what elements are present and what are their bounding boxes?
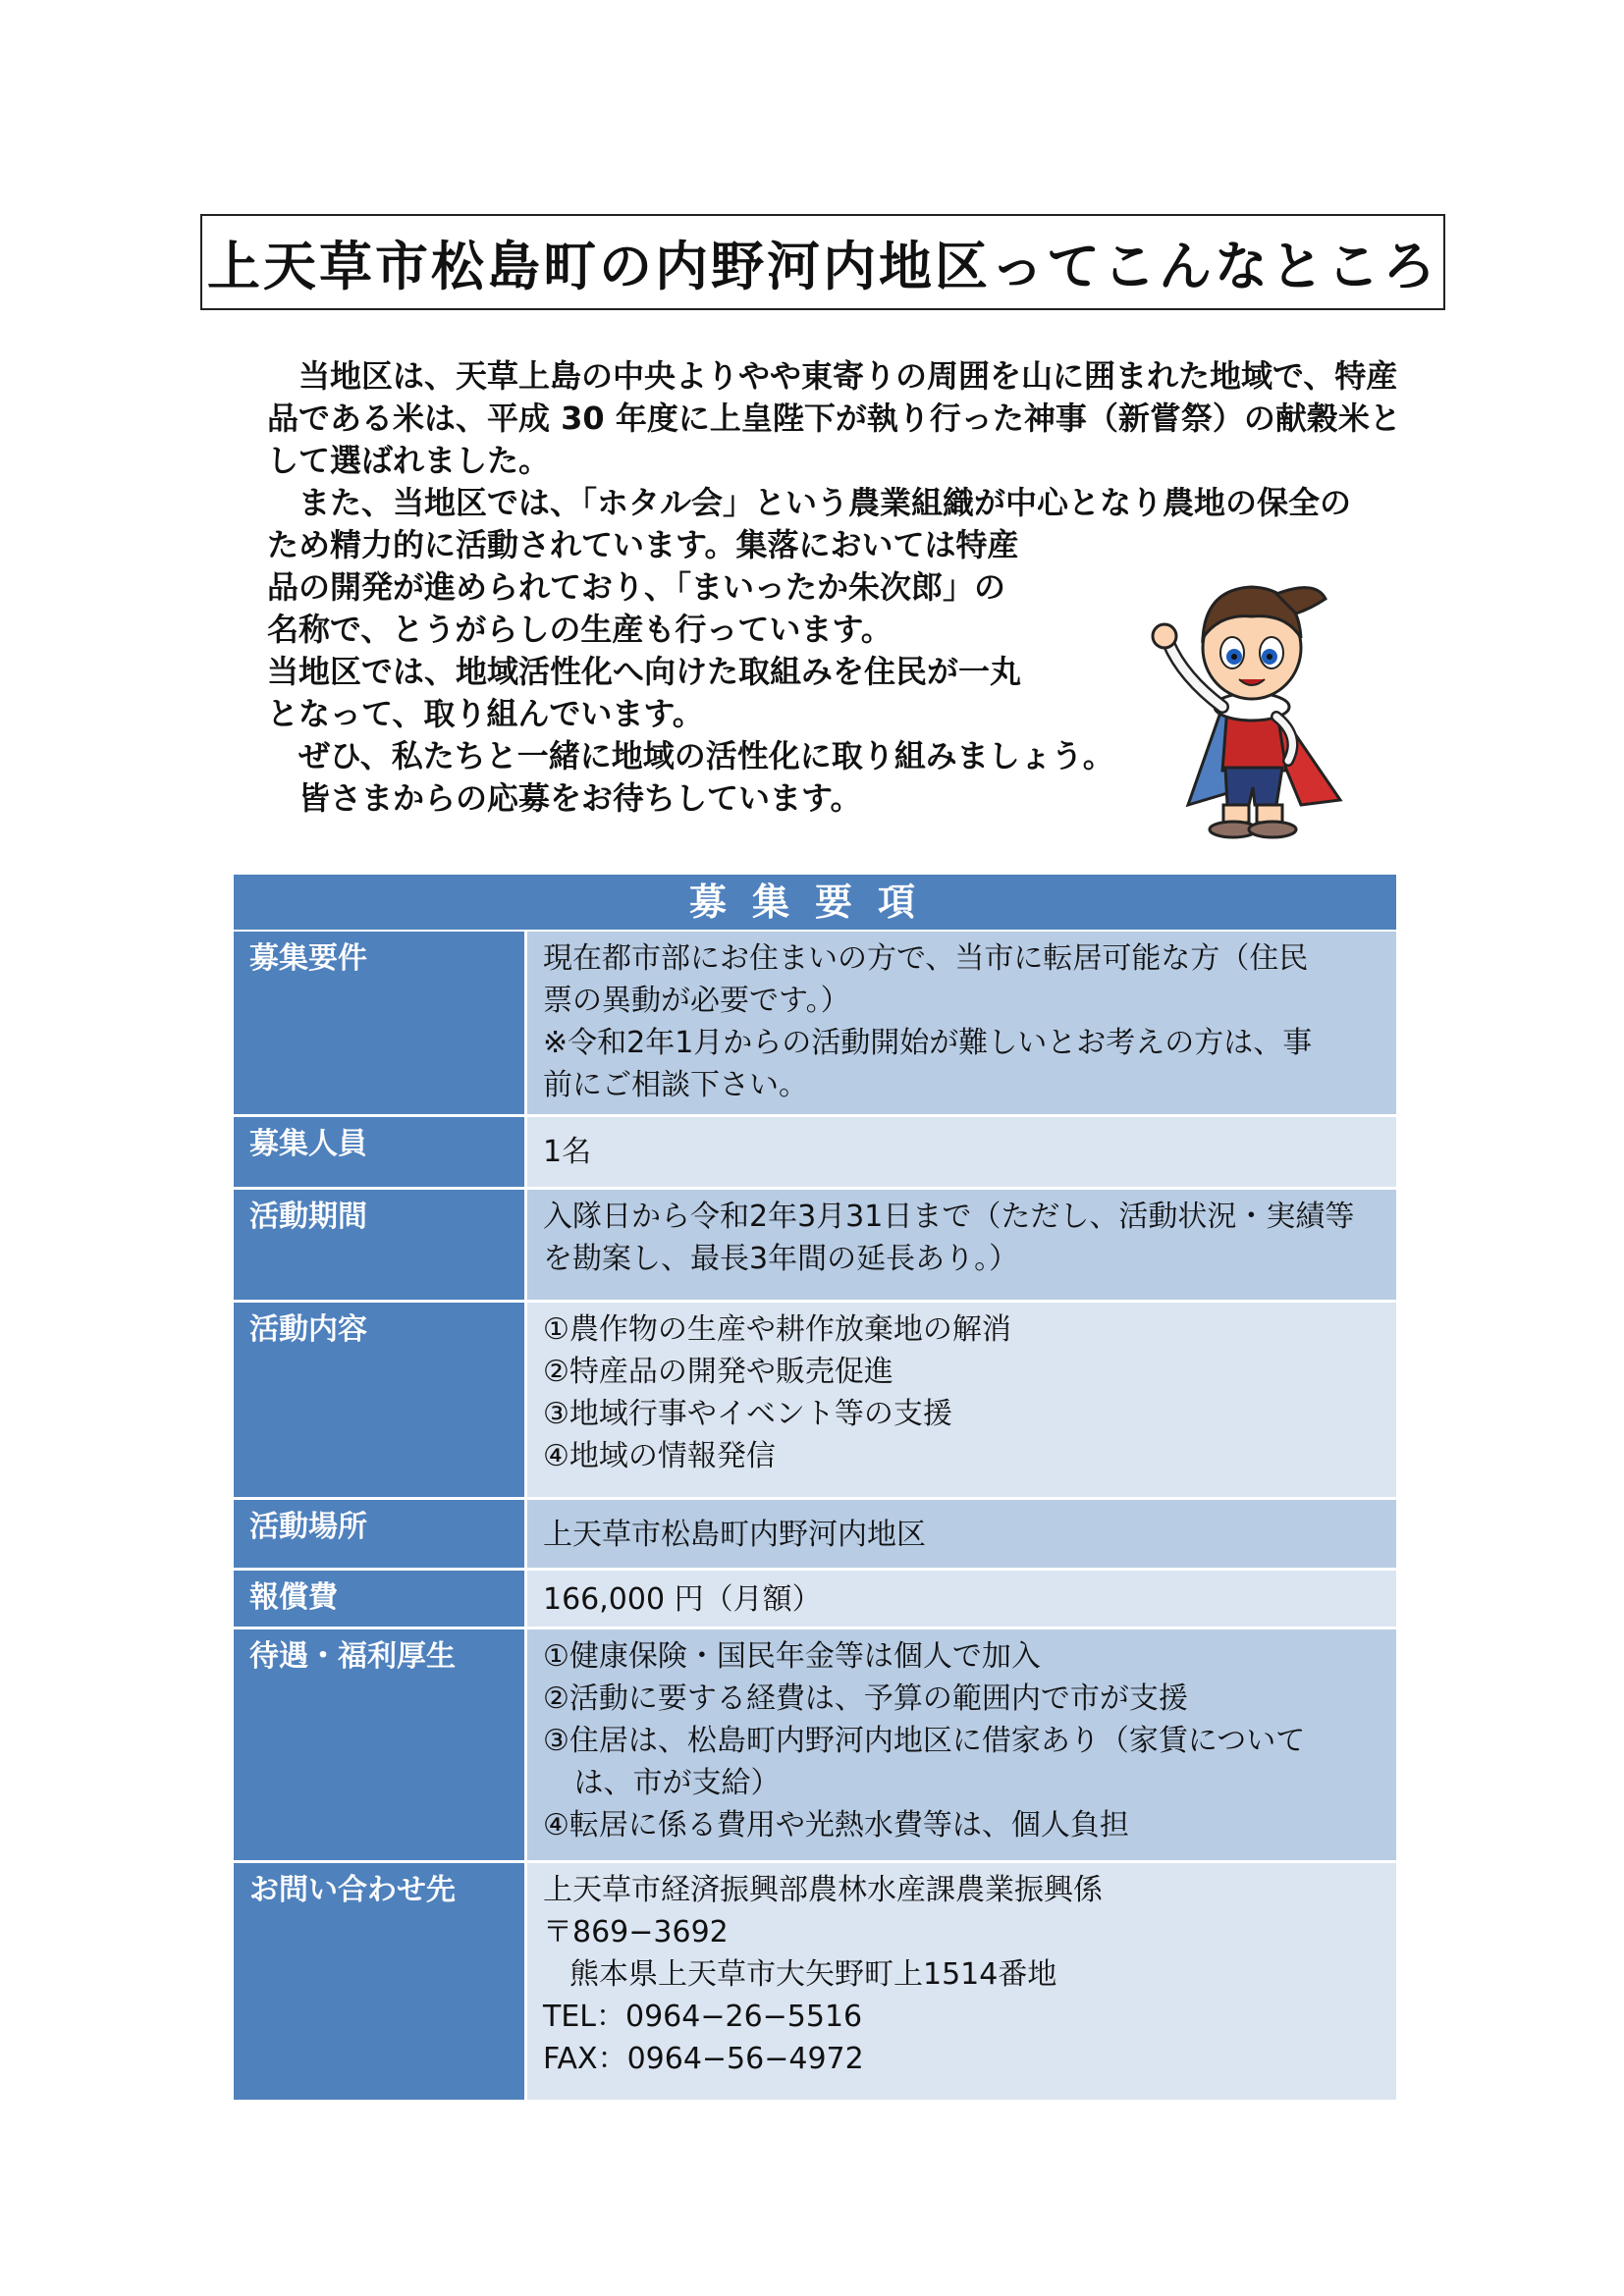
intro-paragraph-3-line-1: 当地区では、地域活性化へ向けた取組みを住民が一丸 <box>267 653 1022 690</box>
table-row-contact <box>234 1863 1396 2103</box>
mascot-character-illustration <box>1129 560 1375 844</box>
intro-paragraph-2-line-2: ため精力的に活動されています。集落においては特産 <box>267 526 1019 563</box>
row-label: 報償費 <box>234 1571 524 1627</box>
table-row-activities <box>234 1303 1396 1500</box>
value-line: ②特産品の開発や販売促進 <box>543 1355 893 1389</box>
table-row-compensation <box>234 1571 1396 1629</box>
table-row-location <box>234 1500 1396 1571</box>
value-line: ②活動に要する経費は、予算の範囲内で市が支援 <box>543 1682 1188 1716</box>
value-line: 入隊日から令和2年3月31日まで（ただし、活動状況・実績等 <box>543 1200 1355 1234</box>
value-line: ①農作物の生産や耕作放棄地の解消 <box>543 1312 1011 1347</box>
table-row-period <box>234 1190 1396 1303</box>
value-line: 現在都市部にお住まいの方で、当市に転居可能な方（住民 <box>543 941 1309 976</box>
intro-paragraph-5: 皆さまからの応募をお待ちしています。 <box>298 779 862 817</box>
recruitment-table <box>234 875 1396 2103</box>
intro-paragraph-4: ぜひ、私たちと一緒に地域の活性化に取り組みましょう。 <box>298 737 1114 774</box>
value-line: 〒869−3692 <box>543 1915 729 1949</box>
row-value <box>524 1117 1396 1187</box>
intro-paragraph-3-line-2: となって、取り組んでいます。 <box>267 695 704 732</box>
value-line: TEL：0964−26−5516 <box>543 2000 863 2034</box>
table-header: 募集要項 <box>234 875 1396 932</box>
row-label: 待遇・福利厚生 <box>234 1629 524 1860</box>
row-value <box>524 1629 1396 1860</box>
row-label: 募集人員 <box>234 1117 524 1187</box>
value-line: 1名 <box>543 1135 592 1169</box>
value-line: 上天草市経済振興部農林水産課農業振興係 <box>543 1873 1103 1907</box>
row-value <box>524 1571 1396 1627</box>
value-line: ③住居は、松島町内野河内地区に借家あり（家賃について <box>543 1724 1306 1758</box>
value-line: 熊本県上天草市大矢野町上1514番地 <box>569 1957 1057 1992</box>
row-value <box>524 1190 1396 1300</box>
row-label: お問い合わせ先 <box>234 1863 524 2100</box>
row-value <box>524 1863 1396 2100</box>
row-value <box>524 1500 1396 1568</box>
intro-paragraph-2-line-1: また、当地区では、「ホタル会」という農業組織が中心となり農地の保全の <box>298 484 1352 521</box>
table-row-headcount <box>234 1117 1396 1190</box>
intro-paragraph-1: 当地区は、天草上島の中央よりやや東寄りの周囲を山に囲まれた地域で、特産品である米は、平成 30 年度に上皇陛下が執り行った神事（新嘗祭）の献穀米として選ばれました。 <box>267 357 1401 479</box>
page-title: 上天草市松島町の内野河内地区ってこんなところ <box>207 235 1438 297</box>
value-line: ①健康保険・国民年金等は個人で加入 <box>543 1639 1041 1674</box>
value-line: 前にご相談下さい。 <box>543 1068 808 1102</box>
value-line: 上天草市松島町内野河内地区 <box>543 1518 926 1552</box>
table-row-benefits <box>234 1629 1396 1863</box>
title-box <box>200 214 1445 310</box>
row-label: 活動場所 <box>234 1500 524 1568</box>
value-line: 166,000 円（月額） <box>543 1582 822 1617</box>
value-line: 票の異動が必要です。） <box>543 984 850 1018</box>
row-value <box>524 1303 1396 1497</box>
intro-paragraph-2-line-4: 名称で、とうがらしの生産も行っています。 <box>267 611 893 648</box>
value-line: は、市が支給） <box>573 1766 781 1800</box>
value-line: を勘案し、最長3年間の延長あり。） <box>543 1242 1019 1276</box>
row-label: 募集要件 <box>234 932 524 1114</box>
row-label: 活動内容 <box>234 1303 524 1497</box>
value-line: ③地域行事やイベント等の支援 <box>543 1397 952 1431</box>
value-line: ※令和2年1月からの活動開始が難しいとお考えの方は、事 <box>543 1026 1313 1060</box>
table-row-requirements <box>234 932 1396 1117</box>
value-line: ④地域の情報発信 <box>543 1439 776 1473</box>
value-line: ④転居に係る費用や光熱水費等は、個人負担 <box>543 1808 1129 1842</box>
value-line: FAX：0964−56−4972 <box>543 2042 864 2076</box>
row-value <box>524 932 1396 1114</box>
intro-paragraph-2-line-3: 品の開発が進められており、「まいったか朱次郎」の <box>267 568 1006 606</box>
row-label: 活動期間 <box>234 1190 524 1300</box>
